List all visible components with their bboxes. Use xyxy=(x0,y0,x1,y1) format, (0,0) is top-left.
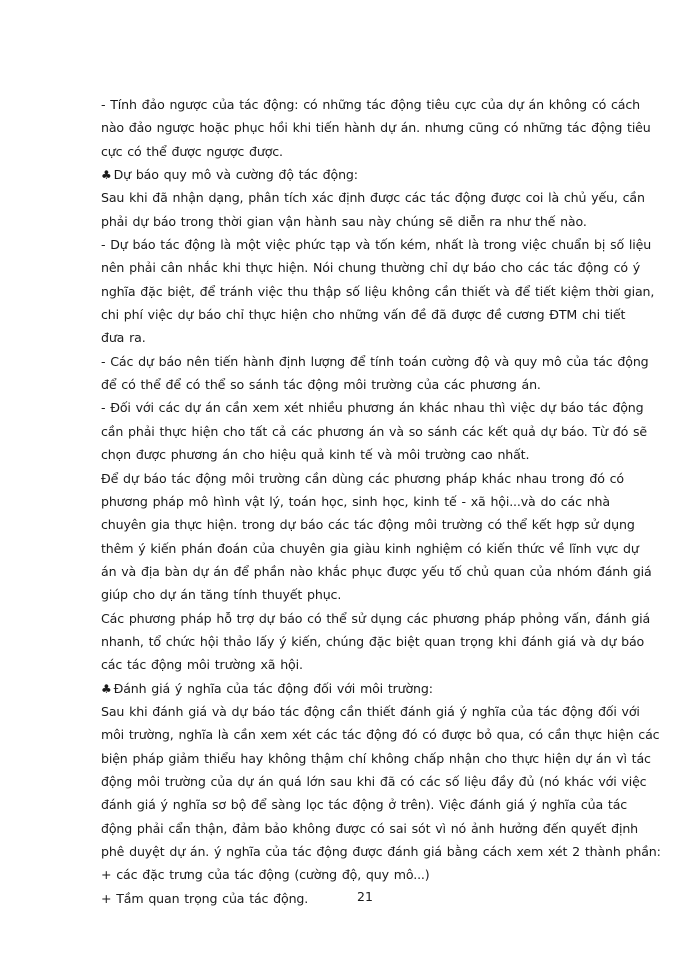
body-line: cần phải thực hiện cho tất cả các phương án và so sánh các kết quả dự báo. Từ đó sẽ xyxy=(101,423,647,439)
body-line: phê duyệt dự án. ý nghĩa của tác động được đánh giá bằng cách xem xét 2 thành phần: xyxy=(101,844,661,859)
list-item-plus: + Tầm quan trọng của tác động. xyxy=(101,890,309,906)
club-bullet-icon: ♣ xyxy=(101,168,112,183)
body-line: môi trường, nghĩa là cần xem xét các tác động đó có được bỏ qua, có cần thực hiện các xyxy=(101,727,660,743)
list-item-plus: + các đặc trưng của tác động (cường độ, quy mô...) xyxy=(101,867,430,883)
body-line: đánh giá ý nghĩa sơ bộ để sàng lọc tác động ở trên). Việc đánh giá ý nghĩa của tác xyxy=(101,797,628,813)
body-line: nhanh, tổ chức hội thảo lấy ý kiến, chúng đặc biệt quan trọng khi đánh giá và dự báo xyxy=(101,633,645,649)
body-line: Để dự báo tác động môi trường cần dùng các phương pháp khác nhau trong đó có xyxy=(101,470,624,486)
page-number: 21 xyxy=(357,889,373,904)
body-line: nào đảo ngược hoặc phục hồi khi tiến hành dự án. nhưng cũng có những tác động tiêu xyxy=(101,120,651,136)
body-line: cực có thể được ngược được. xyxy=(101,143,283,159)
section-heading-text: Đánh giá ý nghĩa của tác động đối với môi trường: xyxy=(113,680,433,696)
club-bullet-icon: ♣ xyxy=(101,681,112,696)
body-line: để có thể để có thể so sánh tác động môi trường của các phương án. xyxy=(101,377,541,393)
section-heading-text: Dự báo quy mô và cường độ tác động: xyxy=(113,167,358,183)
body-line: - Các dự báo nên tiến hành định lượng để tính toán cường độ và quy mô của tác động xyxy=(101,353,649,369)
body-line: thêm ý kiến phán đoán của chuyên gia giàu kinh nghiệm có kiến thức về lĩnh vực dự xyxy=(101,540,639,556)
body-line: nghĩa đặc biệt, để tránh việc thu thập số liệu không cần thiết và để tiết kiệm thời gian, xyxy=(101,283,655,299)
body-line: Sau khi đánh giá và dự báo tác động cần thiết đánh giá ý nghĩa của tác động đối với xyxy=(101,703,640,719)
body-line: phương pháp mô hình vật lý, toán học, sinh học, kinh tế - xã hội...và do các nhà xyxy=(101,493,610,509)
body-line: - Đối với các dự án cần xem xét nhiều phương án khác nhau thì việc dự báo tác động xyxy=(101,400,644,416)
body-line: động phải cẩn thận, đảm bảo không được có sai sót vì nó ảnh hưởng đến quyết định xyxy=(101,820,638,836)
body-line: phải dự báo trong thời gian vận hành sau này chúng sẽ diễn ra như thế nào. xyxy=(101,213,587,229)
body-line: - Tính đảo ngược của tác động: có những tác động tiêu cực của dự án không có cách xyxy=(101,97,640,112)
body-line: Sau khi đã nhận dạng, phân tích xác định được các tác động được coi là chủ yếu, cần xyxy=(101,190,645,206)
body-line: các tác động môi trường xã hội. xyxy=(101,657,303,673)
body-line: chuyên gia thực hiện. trong dự báo các tác động môi trường có thể kết hợp sử dụng xyxy=(101,517,635,533)
body-line: chọn được phương án cho hiệu quả kinh tế và môi trường cao nhất. xyxy=(101,447,530,463)
body-line: đưa ra. xyxy=(101,330,146,346)
body-line: chi phí việc dự báo chỉ thực hiện cho những vấn đề đã được đề cương ĐTM chi tiết xyxy=(101,307,626,323)
body-line: biện pháp giảm thiểu hay không thậm chí không chấp nhận cho thực hiện dự án vì tác xyxy=(101,750,651,766)
body-line: Các phương pháp hỗ trợ dự báo có thể sử dụng các phương pháp phỏng vấn, đánh giá xyxy=(101,610,651,626)
section-heading-forecast xyxy=(101,163,639,186)
section-heading-significance xyxy=(101,677,639,700)
body-line: động môi trường của dự án quá lớn sau khi đã có các số liệu đầy đủ (nó khác với việc xyxy=(101,773,647,789)
body-line: - Dự báo tác động là một việc phức tạp và tốn kém, nhất là trong việc chuẩn bị số liệu xyxy=(101,237,652,253)
page-body xyxy=(101,93,661,910)
body-line: nên phải cân nhắc khi thực hiện. Nói chung thường chỉ dự báo cho các tác động có ý xyxy=(101,260,641,276)
body-line: giúp cho dự án tăng tính thuyết phục. xyxy=(101,587,342,603)
body-line: án và địa bàn dự án để phần nào khắc phục được yếu tố chủ quan của nhóm đánh giá xyxy=(101,563,652,579)
